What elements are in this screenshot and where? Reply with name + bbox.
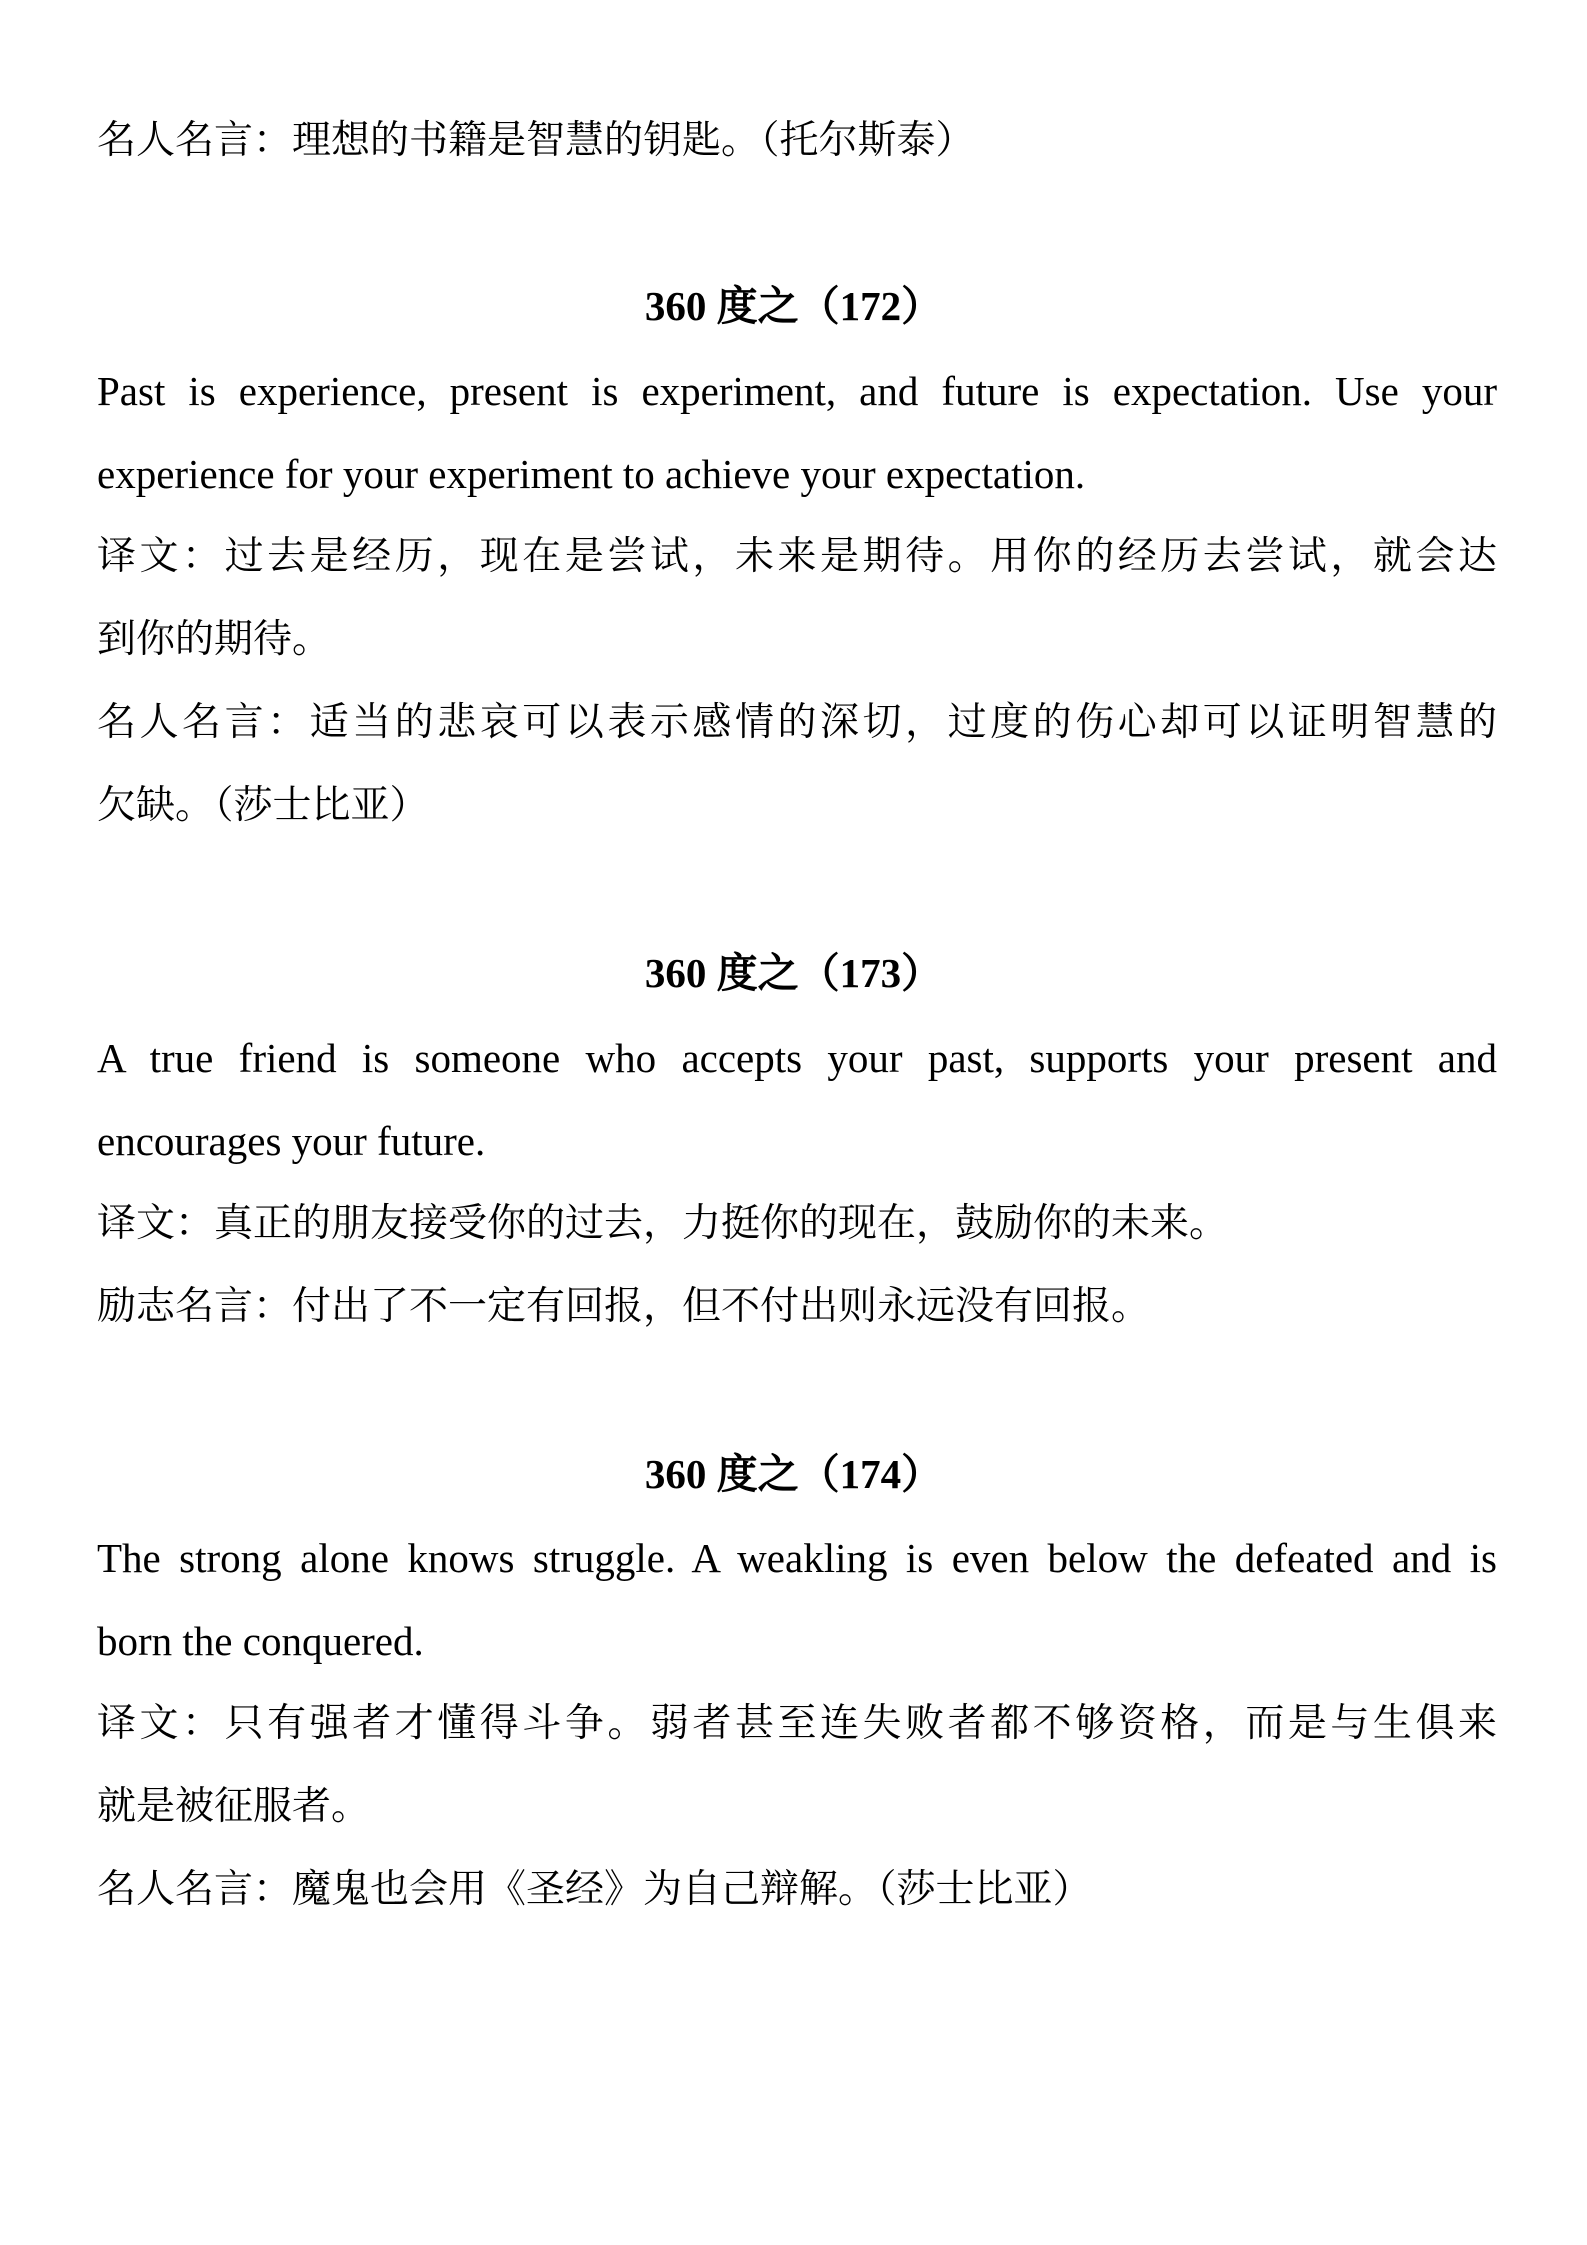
entry-173-english-line-1: A true friend is someone who accepts your past, supports your present and <box>97 1035 1497 1081</box>
entry-172-quote-line-1: 名人名言：适当的悲哀可以表示感情的深切，过度的伤心却可以证明智慧的 <box>97 700 1497 745</box>
entry-172-translation-line-2: 到你的期待。 <box>97 617 332 662</box>
entry-174-english-line-1: The strong alone knows struggle. A weakling is even below the defeated and is <box>97 1535 1497 1581</box>
entry-174-translation-line-1: 译文：只有强者才懂得斗争。弱者甚至连失败者都不够资格，而是与生俱来 <box>97 1701 1497 1746</box>
entry-174-quote-line-1: 名人名言：魔鬼也会用《圣经》为自己辩解。（莎士比亚） <box>97 1867 1092 1912</box>
entry-172-quote-line-2: 欠缺。（莎士比亚） <box>97 783 429 828</box>
entry-172-heading: 360 度之（172） <box>644 283 943 329</box>
entry-173-heading: 360 度之（173） <box>644 950 943 996</box>
intro-quote: 名人名言：理想的书籍是智慧的钥匙。（托尔斯泰） <box>97 118 975 163</box>
entry-172-english-line-2: experience for your experiment to achieve your expectation. <box>97 451 1086 497</box>
entry-173-quote-line-1: 励志名言：付出了不一定有回报，但不付出则永远没有回报。 <box>97 1284 1151 1329</box>
entry-174-english-line-2: born the conquered. <box>97 1618 424 1664</box>
entry-173-english-line-2: encourages your future. <box>97 1118 486 1164</box>
entry-172-translation-line-1: 译文：过去是经历，现在是尝试，未来是期待。用你的经历去尝试，就会达 <box>97 534 1497 579</box>
entry-174-translation-line-2: 就是被征服者。 <box>97 1784 371 1829</box>
entry-173-translation-line-1: 译文：真正的朋友接受你的过去，力挺你的现在，鼓励你的未来。 <box>97 1201 1229 1246</box>
entry-172-english-line-1: Past is experience, present is experiment, and future is expectation. Use your <box>97 368 1497 414</box>
entry-174-heading: 360 度之（174） <box>644 1451 943 1497</box>
